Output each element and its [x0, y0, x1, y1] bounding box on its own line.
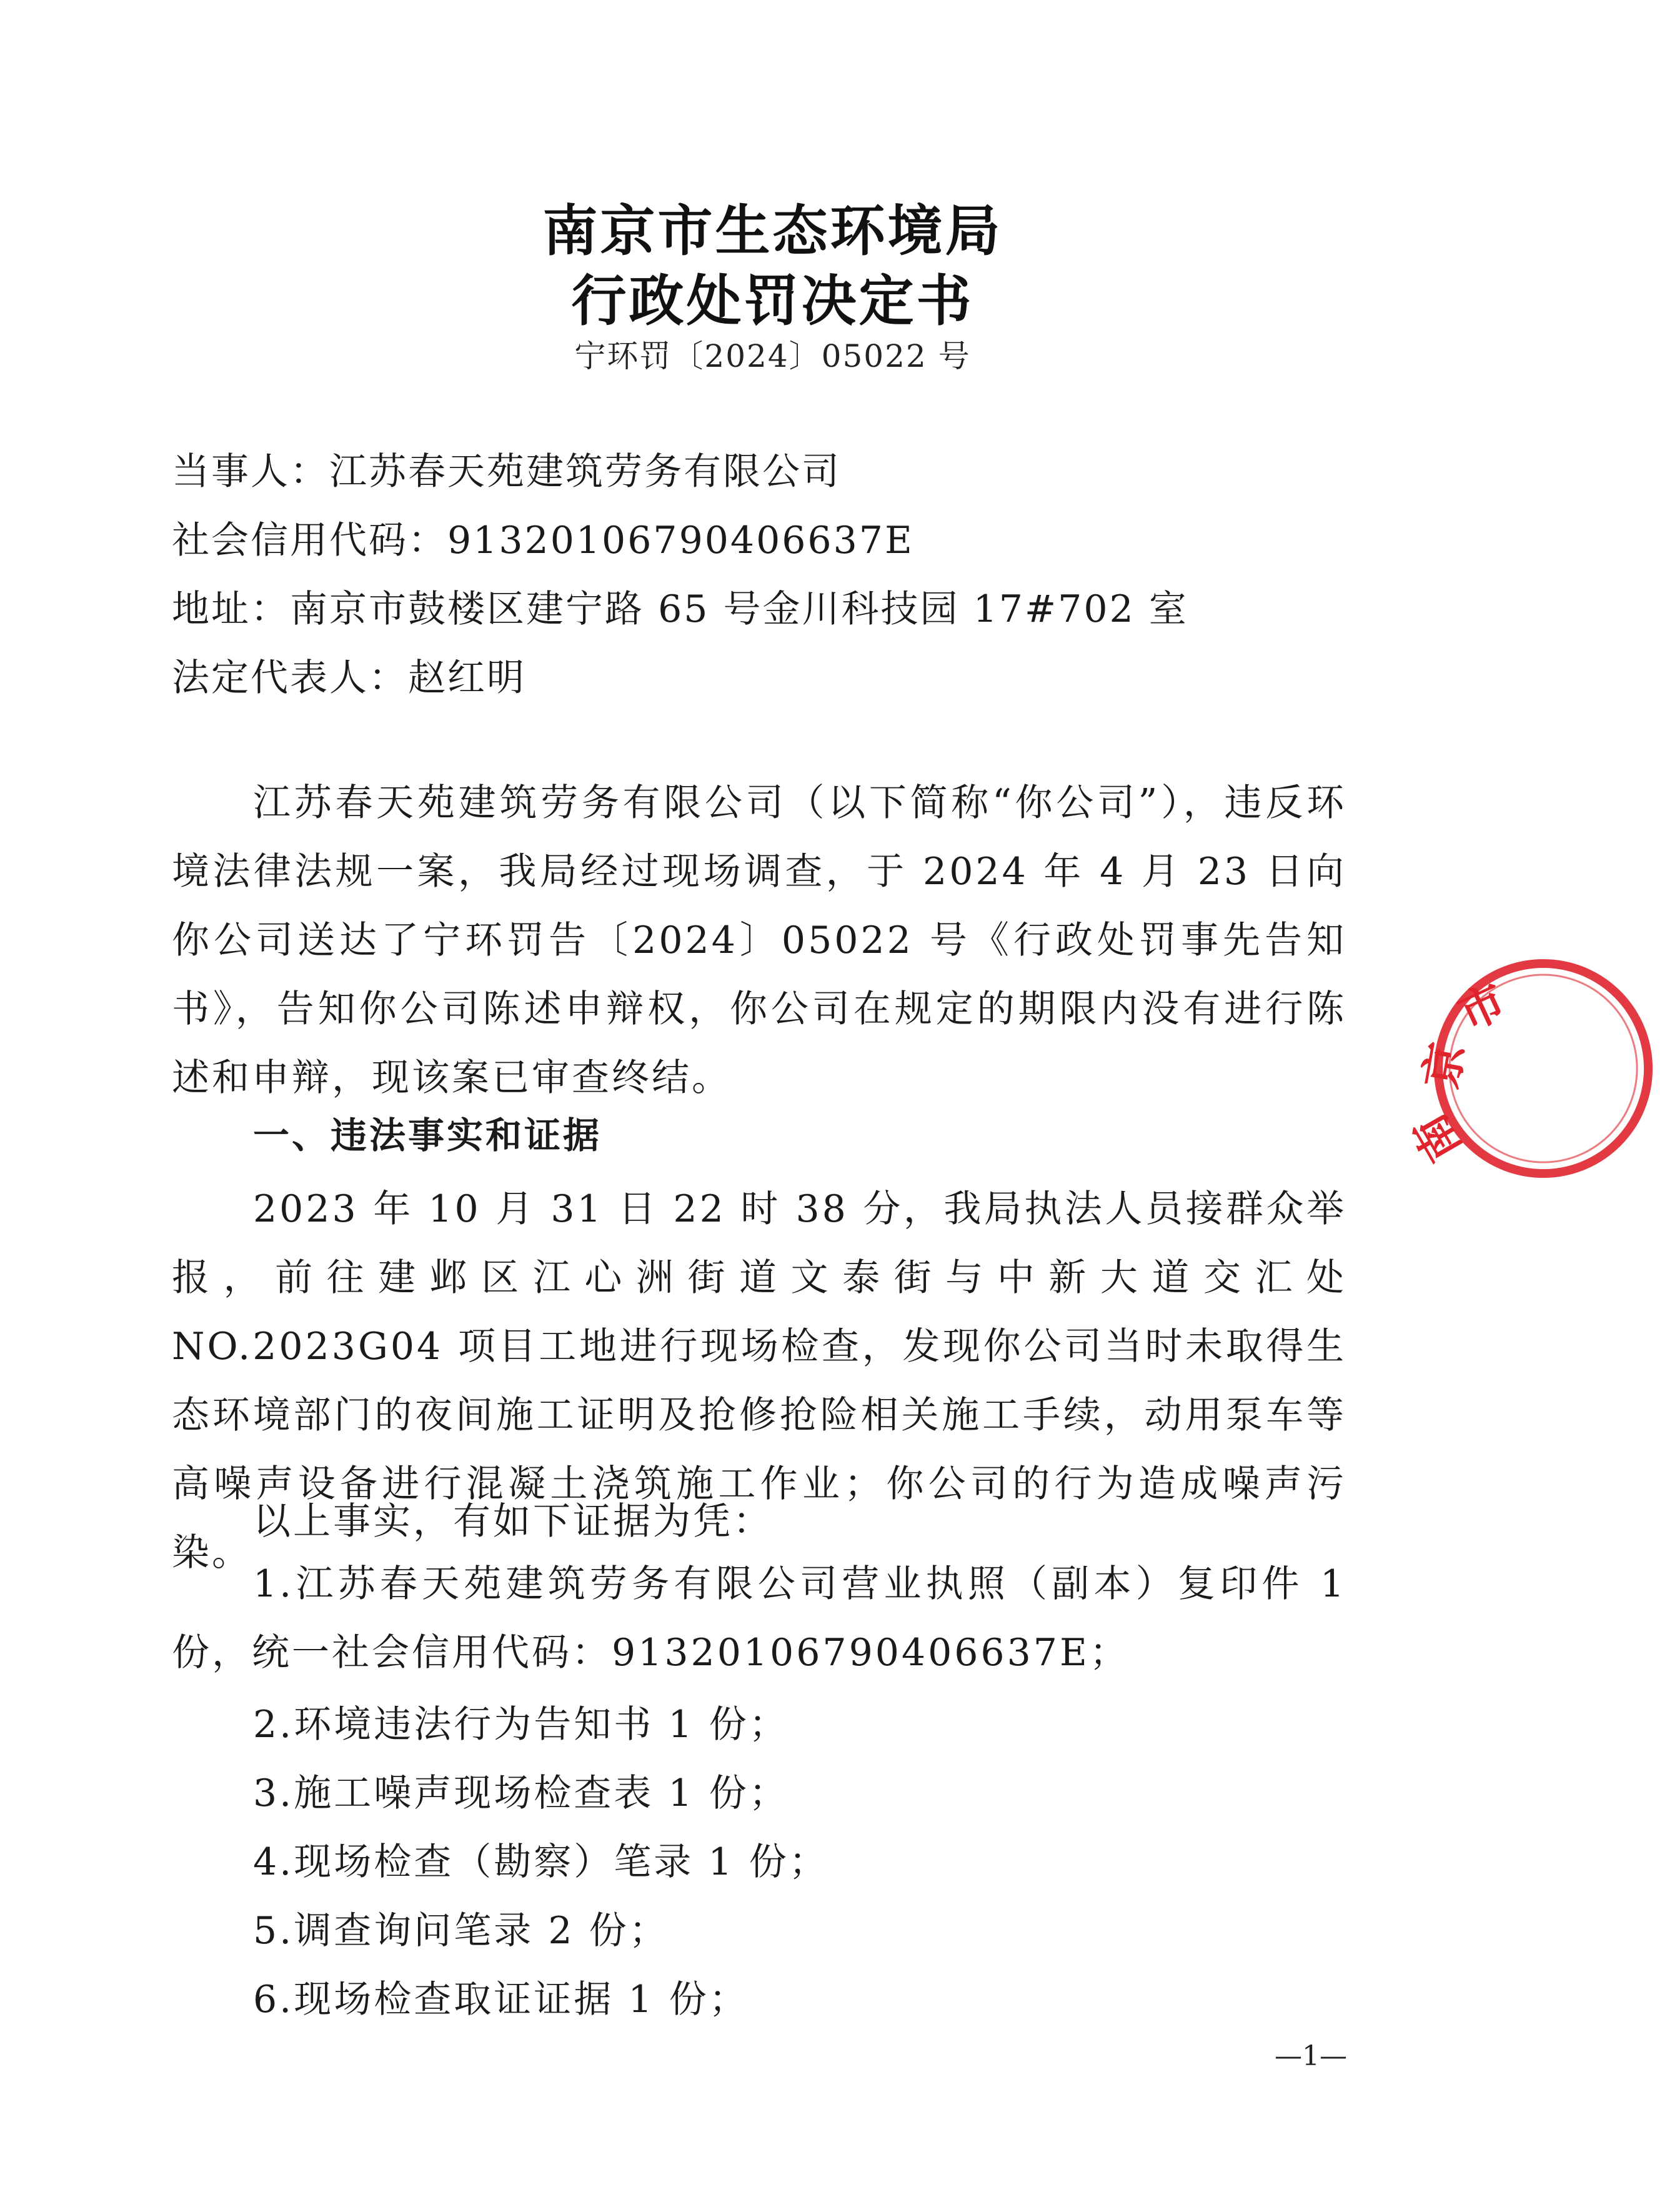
evidence-intro: 以上事实，有如下证据为凭：: [253, 1500, 773, 1543]
document-number: 宁环罚〔2024〕05022 号: [574, 338, 971, 374]
facts-paragraph: 2023 年 10 月 31 日 22 时 38 分，我局执法人员接群众举报，前往建邺区江心洲街道文泰街与中新大道交汇处 NO.2023G04 项目工地进行现场检查，发现你公司当时未取得生态环境部门的夜间施工证明及抢修抢险相关施工手续，动用泵车等高噪声设备进行混凝土浇筑施工作业；你公司的行为造成噪声污染。: [172, 1187, 1346, 1575]
evidence-item-6: 6.现场检查取证证据 1 份；: [253, 1978, 749, 2021]
evidence-item-3: 3.施工噪声现场检查表 1 份；: [253, 1771, 789, 1815]
party-legal-representative: 法定代表人：赵红明: [172, 656, 526, 700]
page-number: —1—: [1275, 2040, 1347, 2072]
svg-text:市: 市: [1450, 974, 1514, 1041]
evidence-item-4: 4.现场检查（勘察）笔录 1 份；: [253, 1840, 829, 1884]
party-address: 地址：南京市鼓楼区建宁路 65 号金川科技园 17#702 室: [172, 587, 1188, 631]
evidence-item-1: 1.江苏春天苑建筑劳务有限公司营业执照（副本）复印件 1 份，统一社会信用代码：91320106790406637E；: [172, 1562, 1346, 1675]
evidence-item-2: 2.环境违法行为告知书 1 份；: [253, 1703, 789, 1746]
party-credit-code: 社会信用代码：91320106790406637E: [172, 519, 914, 562]
party-name: 当事人：江苏春天苑建筑劳务有限公司: [172, 450, 841, 494]
document-title-line2: 行政处罚决定书: [571, 269, 974, 333]
section-heading-facts: 一、违法事实和证据: [253, 1114, 602, 1157]
document-title-line1: 南京市生态环境局: [542, 199, 1003, 263]
evidence-item-5: 5.调查询问笔录 2 份；: [253, 1909, 669, 1953]
svg-text:南: 南: [1403, 1105, 1471, 1171]
intro-paragraph: 江苏春天苑建筑劳务有限公司（以下简称“你公司”），违反环境法律法规一案，我局经过现场调查，于 2024 年 4 月 23 日向你公司送达了宁环罚告〔2024〕05022 号《行政处罚事先告知书》，告知你公司陈述申辩权，你公司在规定的期限内没有进行陈述和申辩，现该案已审查终结。: [172, 781, 1346, 1100]
official-seal-icon: [1403, 950, 1662, 1187]
svg-text:京: 京: [1415, 1039, 1475, 1092]
